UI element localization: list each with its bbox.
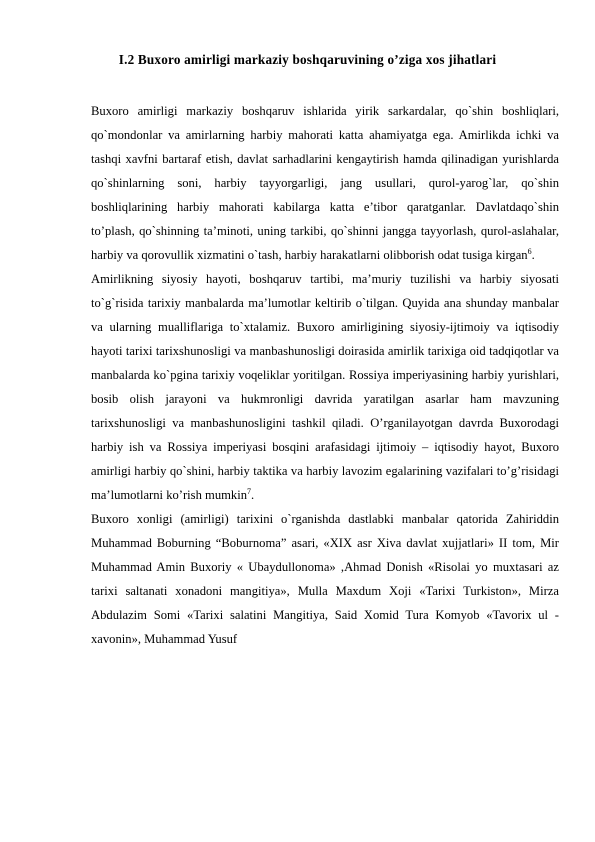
paragraph	[91, 507, 559, 651]
paragraph-text: Buxoro xonligi (amirligi) tarixini o`rganishda dastlabki manbalar qatorida Zahiriddin Muhammad Boburning “Boburnoma” asari, «XIX asr Xiva davlat xujjatlari» II tom, Mir Muhammad Amin Buxoriy « Ubaydullonoma» ,Ahmad Donish «Risolai yo muxtasari az tarixi saltanati xonadoni mangitiya», Mulla Maxdum Xoji «Tarixi Turkiston», Mirza Abdulazim Somi «Tarixi salatini Mangitiya, Said Xomid Tura Komyob «Tavorix ul - xavonin», Muhammad Yusuf	[91, 512, 559, 646]
footnote-marker[interactable]: 6	[527, 246, 532, 256]
paragraph-text: Buxoro amirligi markaziy boshqaruv ishlarida yirik sarkardalar, qo`shin boshliqlari, qo`mondonlar va amirlarning harbiy mahorati katta ahamiyatga ega. Amirlikda ichki va tashqi xavfni bartaraf etish, davlat sarhadlarini kengaytirish hamda qilinadigan yurishlarda qo`shinlarning soni, harbiy tayyorgarligi, jang usullari, qurol-yarog`lar, qo`shin boshliqlarining harbiy mahorati kabilarga katta e’tibor qaratganlar. Davlatdaqo`shin to’plash, qo`shinning ta’minoti, uning tarkibi, qo`shinni jangga tayyorlash, qurol-aslahalar, harbiy va qorovullik xizmatini o`tash, harbiy harakatlarni olibborish odat tusiga kirgan	[91, 104, 559, 262]
section-heading	[60, 52, 555, 68]
paragraph	[91, 267, 559, 507]
section-number: I.2	[118, 52, 135, 67]
section-title: Buxoro amirligi markaziy boshqaruvining o’ziga xos jihatlari	[137, 52, 497, 67]
paragraph-tail: .	[251, 488, 255, 502]
paragraph-text: Amirlikning siyosiy hayoti, boshqaruv tartibi, ma’muriy tuzilishi va harbiy siyosati to`g`risida tarixiy manbalarda ma’lumotlar keltirib o`tilgan. Quyida ana shunday manbalar va ularning mualliflariga to`xtalamiz. Buxoro amirligining siyosiy-ijtimoiy va iqtisodiy hayoti tarixi tarixshunosligi va manbashunosligi doirasida amirlik tarixiga oid tadqiqotlar va manbalarda ko`pgina tarixiy voqeliklar yoritilgan. Rossiya imperiyasining harbiy yurishlari, bosib olish jarayoni va hukmronligi davrida yaratilgan asarlar ham mavzuning tarixshunosligi va manbashunosligini tashkil qiladi. O’rganilayotgan davrda Buxorodagi harbiy ish va Rossiya imperiyasi bosqini arafasidagi ijtimoiy – iqtisodiy hayot, Buxoro amirligi harbiy qo`shini, harbiy taktika va harbiy lavozim egalarining vazifalari to’g’risidagi ma’lumotlarni ko’rish mumkin	[91, 272, 559, 502]
footnote-marker[interactable]: 7	[247, 486, 252, 496]
paragraph	[91, 99, 559, 267]
body-text	[91, 99, 559, 651]
paragraph-tail: .	[531, 248, 535, 262]
